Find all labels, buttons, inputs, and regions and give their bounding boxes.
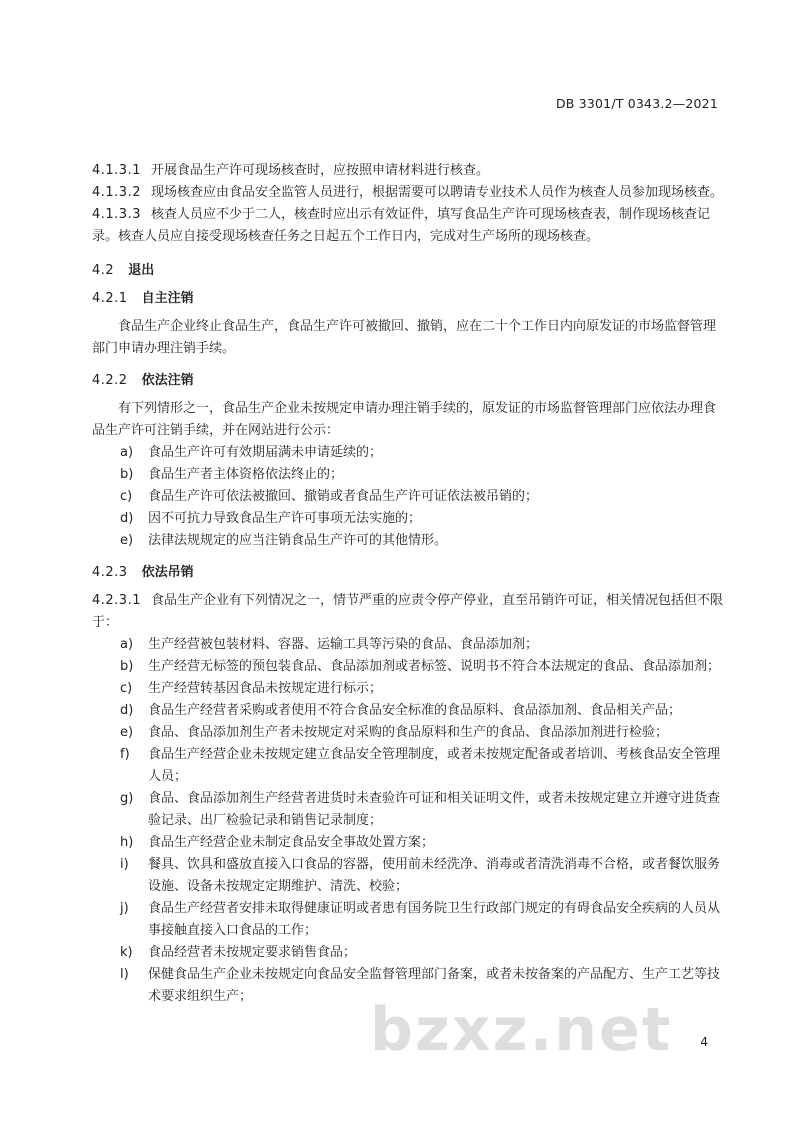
list-item	[92, 898, 728, 942]
list-marker: h)	[120, 835, 134, 850]
list-marker: e)	[120, 725, 134, 740]
clause-number: 4.2.3.1	[92, 593, 141, 608]
section-4-2-1-text: 食品生产企业终止食品生产，食品生产许可被撤回、撤销，应在二十个工作日内向原发证的市场监督管理部门申请办理注销手续。	[92, 319, 717, 356]
list-text: 法律法规规定的应当注销食品生产许可的其他情形。	[148, 533, 448, 548]
list-4-2-3-1	[92, 634, 728, 1008]
section-title: 依法注销	[141, 373, 194, 388]
list-item	[92, 530, 728, 552]
list-item	[92, 744, 728, 788]
list-item	[92, 678, 728, 700]
list-marker: i)	[120, 857, 129, 872]
list-text: 生产经营转基因食品未按规定进行标示；	[148, 681, 383, 696]
section-number: 4.2.1	[92, 291, 128, 306]
list-marker: g)	[120, 791, 134, 806]
list-marker: d)	[120, 511, 134, 526]
list-item	[92, 508, 728, 530]
list-marker: j)	[120, 901, 129, 916]
clause-4-1-3-3	[92, 204, 728, 248]
clause-text: 食品生产企业有下列情况之一，情节严重的应责令停产停业，直至吊销许可证，相关情况包括但不限于：	[92, 593, 723, 630]
list-text: 食品生产经营企业未按规定建立食品安全管理制度，或者未按规定配备或者培训、考核食品安全管理人员；	[148, 747, 721, 784]
list-4-2-2	[92, 442, 728, 552]
list-item	[92, 442, 728, 464]
list-item	[92, 486, 728, 508]
list-item	[92, 942, 728, 964]
list-item	[92, 832, 728, 854]
clause-4-1-3-2	[92, 182, 728, 204]
section-heading-4-2	[92, 260, 728, 282]
list-marker: l)	[120, 967, 129, 982]
section-heading-4-2-3	[92, 562, 728, 584]
clause-4-1-3-1	[92, 160, 728, 182]
list-text: 生产经营被包装材料、容器、运输工具等污染的食品、食品添加剂；	[148, 637, 539, 652]
list-text: 保健食品生产企业未按规定向食品安全监督管理部门备案，或者未按备案的产品配方、生产工艺等技术要求组织生产；	[148, 967, 721, 1004]
list-marker: a)	[120, 637, 134, 652]
standard-code: DB 3301/T 0343.2—2021	[555, 96, 718, 111]
clause-number: 4.1.3.2	[92, 185, 141, 200]
clause-text: 开展食品生产许可现场核查时，应按照申请材料进行核查。	[150, 163, 489, 178]
list-marker: b)	[120, 659, 134, 674]
list-marker: c)	[120, 681, 133, 696]
list-item	[92, 788, 728, 832]
section-number: 4.2.3	[92, 565, 128, 580]
list-text: 餐具、饮具和盛放直接入口食品的容器，使用前未经洗净、消毒或者清洗消毒不合格，或者餐饮服务设施、设备未按规定定期维护、清洗、校验；	[148, 857, 721, 894]
list-text: 食品生产经营企业未制定食品安全事故处置方案；	[148, 835, 435, 850]
clause-text: 现场核查应由食品安全监管人员进行，根据需要可以聘请专业技术人员作为核查人员参加现场核查。	[150, 185, 723, 200]
list-item	[92, 464, 728, 486]
list-marker: d)	[120, 703, 134, 718]
list-marker: b)	[120, 467, 134, 482]
page-content	[92, 160, 728, 1008]
list-item	[92, 656, 728, 678]
list-text: 生产经营无标签的预包装食品、食品添加剂或者标签、说明书不符合本法规定的食品、食品添加剂；	[148, 659, 721, 674]
list-text: 食品经营者未按规定要求销售食品；	[148, 945, 357, 960]
list-text: 食品、食品添加剂生产经营者进货时未查验许可证和相关证明文件，或者未按规定建立并遵守进货查验记录、出厂检验记录和销售记录制度；	[148, 791, 721, 828]
list-text: 食品生产经营者采购或者使用不符合食品安全标准的食品原料、食品添加剂、食品相关产品；	[148, 703, 682, 718]
list-marker: e)	[120, 533, 134, 548]
list-item	[92, 700, 728, 722]
list-item	[92, 722, 728, 744]
list-text: 因不可抗力导致食品生产许可事项无法实施的；	[148, 511, 422, 526]
clause-text: 核查人员应不少于二人，核查时应出示有效证件，填写食品生产许可现场核查表，制作现场核查记录。核查人员应自接受现场核查任务之日起五个工作日内，完成对生产场所的现场核查。	[92, 207, 710, 244]
clause-number: 4.1.3.3	[92, 207, 141, 222]
list-text: 食品生产者主体资格依法终止的；	[148, 467, 344, 482]
list-item	[92, 634, 728, 656]
section-4-2-2-text: 有下列情形之一，食品生产企业未按规定申请办理注销手续的，原发证的市场监督管理部门应依法办理食品生产许可注销手续，并在网站进行公示：	[92, 401, 717, 438]
page-number: 4	[700, 1035, 708, 1049]
list-marker: k)	[120, 945, 133, 960]
section-heading-4-2-1	[92, 288, 728, 310]
section-number: 4.2	[92, 263, 115, 278]
list-marker: c)	[120, 489, 133, 504]
clause-number: 4.1.3.1	[92, 163, 141, 178]
clause-4-2-3-1	[92, 590, 728, 634]
list-item	[92, 854, 728, 898]
section-title: 自主注销	[141, 291, 194, 306]
list-text: 食品生产许可有效期届满未申请延续的；	[148, 445, 383, 460]
section-heading-4-2-2	[92, 370, 728, 392]
section-title: 退出	[128, 263, 155, 278]
list-text: 食品生产许可依法被撤回、撤销或者食品生产许可证依法被吊销的；	[148, 489, 539, 504]
list-marker: a)	[120, 445, 134, 460]
list-text: 食品生产经营者安排未取得健康证明或者患有国务院卫生行政部门规定的有碍食品安全疾病的人员从事接触直接入口食品的工作；	[148, 901, 721, 938]
section-number: 4.2.2	[92, 373, 128, 388]
section-title: 依法吊销	[141, 565, 194, 580]
watermark: bzxz.net	[370, 995, 673, 1065]
list-text: 食品、食品添加剂生产者未按规定对采购的食品原料和生产的食品、食品添加剂进行检验；	[148, 725, 669, 740]
list-marker: f)	[120, 747, 130, 762]
